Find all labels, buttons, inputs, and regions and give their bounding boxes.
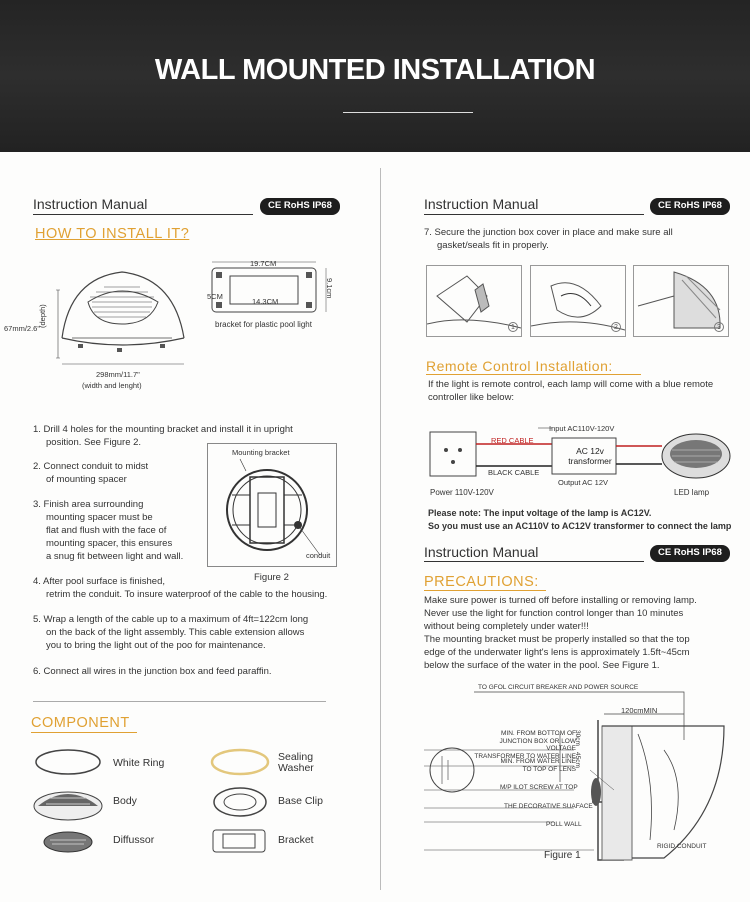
pilot-screw-label: M/P ILOT SCREW AT TOP [500, 784, 578, 791]
precaution-6: below the surface of the water in the pool. See Figure 1. [424, 660, 660, 671]
transformer-label-line1: AC 12v [576, 446, 604, 456]
title-underline [343, 112, 473, 113]
step-2-cont: of mounting spacer [46, 474, 127, 485]
component-washer: Washer [278, 762, 314, 774]
step-3-line3: flat and flush with the face of [46, 525, 167, 536]
step-5-line2: on the back of the light assembly. This cable extension allows [46, 627, 305, 638]
step-1: 1. Drill 4 holes for the mounting bracket and install it in upright [33, 424, 293, 435]
component-base-clip: Base Clip [278, 795, 323, 807]
step-num-3: 3 [714, 322, 724, 332]
precautions-underline [424, 590, 546, 591]
decorative-surface-label: THE DECORATIVE SUAFACE [504, 803, 593, 810]
base-clip-icon [214, 788, 266, 816]
right-head-rule-2 [424, 561, 644, 562]
component-bracket: Bracket [278, 834, 314, 846]
page-title: WALL MOUNTED INSTALLATION [154, 54, 596, 86]
waterline-label-1: MIN. FROM WATER LINE [500, 758, 576, 765]
remote-text-2: controller like below: [428, 392, 515, 403]
component-sealing: Sealing [278, 751, 314, 763]
component-underline [31, 732, 137, 733]
depth-label: (depth) [38, 304, 47, 328]
step-3-line5: a snug fit between light and wall. [46, 551, 184, 562]
junction-label-1: MIN. FROM BOTTOM OF [501, 730, 576, 737]
component-left-icons [28, 742, 108, 860]
precautions-heading: PRECAUTIONS: [424, 574, 539, 590]
step-num-2: 2 [611, 322, 621, 332]
left-cert-badge: CE RoHS IP68 [260, 198, 340, 215]
header-banner [0, 0, 750, 152]
dim-45cm: 45cm [574, 752, 581, 768]
component-rule [33, 701, 326, 702]
depth-dimension: 67mm/2.6" [4, 324, 41, 333]
body-icon [34, 792, 102, 820]
component-heading: COMPONENT [31, 715, 130, 731]
width-dimension: 298mm/11.7" [96, 370, 140, 379]
width-label: (width and lenght) [82, 381, 142, 390]
waterline-label-2: TO TOP OF LENS [522, 765, 576, 773]
wiring-output-label: Output AC 12V [558, 478, 609, 487]
power-outlet-icon [430, 432, 476, 476]
step-5-line3: you to bring the light out of the poo for maintenance. [46, 640, 266, 651]
precaution-3: without being completely under water!!! [424, 621, 589, 632]
poll-wall-label: POLL WALL [546, 821, 582, 828]
note-line-2: So you must use an AC110V to AC12V transformer to connect the lamp [428, 521, 732, 531]
white-ring-icon [36, 750, 100, 774]
component-white-ring: White Ring [113, 757, 165, 769]
right-cert-badge-2: CE RoHS IP68 [650, 545, 730, 562]
step-7-cont: gasket/seals fit in properly. [437, 240, 549, 251]
bracket-caption: bracket for plastic pool light [215, 320, 312, 329]
note-line-1: Please note: The input voltage of the lamp is AC12V. [428, 508, 652, 518]
transformer-label [560, 446, 620, 466]
led-lamp-icon [662, 434, 730, 478]
right-cert-badge: CE RoHS IP68 [650, 198, 730, 215]
led-lamp-label: LED lamp [674, 488, 710, 497]
transformer-label-line2: transformer [568, 456, 612, 466]
step-3-line2: mounting spacer must be [46, 512, 153, 523]
component-body: Body [113, 795, 137, 807]
figure-1-caption: Figure 1 [544, 850, 581, 861]
component-right-icons [205, 742, 275, 860]
precaution-4: The mounting bracket must be properly installed so that the top [424, 634, 690, 645]
precaution-5: edge of the underwater light's lens is approximately 1.5ft~45cm [424, 647, 690, 658]
gfci-label: TO GFOL CIRCUIT BREAKER AND POWER SOURCE [478, 684, 639, 691]
step-3: 3. Finish area surrounding [33, 499, 144, 510]
remote-text-1: If the light is remote control, each lamp will come with a blue remote [428, 379, 714, 390]
component-diffusor: Diffussor [113, 834, 155, 846]
step-7: 7. Secure the junction box cover in place and make sure all [424, 227, 673, 238]
junction-label-3: TRANSFORMER TO WATER LINE [474, 752, 576, 760]
figure-2-caption: Figure 2 [254, 572, 289, 583]
step-3-line4: mounting spacer, this ensures [46, 538, 173, 549]
bracket-height: 9.1cm [325, 278, 334, 299]
step-num-1: 1 [508, 322, 518, 332]
step-5: 5. Wrap a length of the cable up to a maximum of 4ft=122cm long [33, 614, 309, 625]
dim-30cm: 30cm [574, 730, 581, 746]
black-cable-label: BLACK CABLE [488, 468, 540, 477]
bracket-icon [213, 830, 265, 852]
junction-label-2: JUNCTION BOX OR LOW VOLTAGE [499, 737, 576, 752]
right-manual-title: Instruction Manual [424, 196, 539, 212]
bracket-width: 19.7CM [250, 259, 277, 268]
right-head-rule [424, 214, 644, 215]
right-manual-title-2: Instruction Manual [424, 544, 539, 560]
precaution-1: Make sure power is turned off before installing or removing lamp. [424, 595, 697, 606]
remote-underline [426, 374, 641, 375]
step-2: 2. Connect conduit to midst [33, 461, 149, 472]
power-label: Power 110V-120V [430, 488, 494, 497]
step-4-cont: retrim the conduit. To insure waterproof of the cable to the housing. [46, 589, 328, 600]
bracket-inner-width: 14.3CM [252, 297, 279, 306]
red-cable-label: RED CABLE [491, 436, 534, 445]
column-divider [380, 168, 381, 890]
mounting-bracket-label: Mounting bracket [232, 448, 290, 457]
waterline-label [478, 758, 576, 773]
figure-2-diagram [212, 455, 334, 565]
wiring-input-label: Input AC110V-120V [549, 424, 615, 433]
pool-light-side-diagram [0, 250, 200, 390]
bracket-side: 5CM [207, 292, 223, 301]
conduit-label: conduit [306, 551, 331, 560]
sealing-washer-icon [212, 750, 268, 774]
left-head-rule [33, 214, 253, 215]
junction-label [468, 730, 576, 760]
step-4: 4. After pool surface is finished, [33, 576, 166, 587]
precaution-2: Never use the light for function control longer than 10 minutes [424, 608, 684, 619]
min-120cm-label: 120cmMIN [621, 706, 658, 715]
step-1-cont: position. See Figure 2. [46, 437, 142, 448]
step-6: 6. Connect all wires in the junction box and feed paraffin. [33, 666, 272, 677]
how-to-install-heading: HOW TO INSTALL IT? [35, 226, 190, 242]
remote-control-heading: Remote Control Installation: [426, 358, 613, 374]
diffusor-icon [44, 832, 92, 852]
rigid-conduit-label: RIGID CONDUIT [657, 843, 707, 850]
left-manual-title: Instruction Manual [33, 196, 148, 212]
